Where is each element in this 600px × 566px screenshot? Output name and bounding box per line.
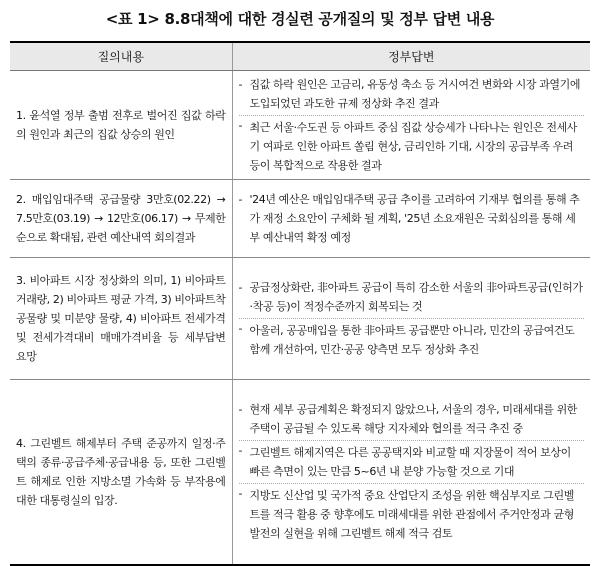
answer-cell	[232, 71, 590, 180]
answer-item: - 집값 하락 원인은 고금리, 유동성 축소 등 거시여건 변화와 시장 과열기에 도입되었던 과도한 규제 정상화 추진 결과	[238, 78, 581, 110]
answer-cell	[232, 380, 590, 565]
question-cell: 1. 윤석열 정부 출범 전후로 벌어진 집값 하락의 원인과 최근의 집값 상승의 원인	[10, 71, 232, 180]
question-cell: 2. 매입임대주택 공급물량 3만호(02.22) → 7.5만호(03.19) → 12만호(06.17) → 무제한 순으로 확대됨, 관련 예산내역 회의결과	[10, 180, 232, 258]
header-answer: 정부답변	[232, 42, 590, 71]
answer-item: - 최근 서울·수도권 등 아파트 중심 집값 상승세가 나타나는 원인은 전세사기 여파로 인한 아파트 쏠림 현상, 금리인하 기대, 시장의 공급부족 우려 등이 복합적으로 작용한 결과	[239, 115, 585, 175]
table-row	[10, 71, 590, 180]
question-cell: 3. 비아파트 시장 정상화의 의미, 1) 비아파트 거래량, 2) 비아파트 평균 가격, 3) 비아파트착공물량 및 미분양 물량, 4) 비아파트 전세가격 및 전세가격대비 매매가격비율 등 세부답변 요망	[10, 258, 232, 380]
table-row	[10, 380, 590, 565]
answer-item: - '24년 예산은 매입임대주택 공급 추이를 고려하여 기재부 협의를 통해 추가 재정 소요안이 구체화 될 계획, '25년 소요재원은 국회심의를 통해 세부 예산내역 확정 예정	[238, 193, 580, 244]
answer-cell	[232, 258, 590, 380]
answer-cell	[232, 180, 590, 258]
table-title: <표 1> 8.8대책에 대한 경실련 공개질의 및 정부 답변 내용	[105, 10, 495, 28]
answer-item: - 지방도 신산업 및 국가적 중요 산업단지 조성을 위한 핵심부지로 그린벨트를 적극 활용 중 향후에도 미래세대를 위한 관점에서 주거안정과 균형발전의 실현을 위해 그린벨트 해제 적극 검토	[239, 483, 585, 543]
table-row	[10, 258, 590, 380]
table-row	[10, 180, 590, 258]
qa-table	[10, 41, 590, 566]
table-header-row	[10, 42, 590, 71]
answer-item: - 현재 세부 공급계획은 확정되지 않았으나, 서울의 경우, 미래세대를 위한 주택이 공급될 수 있도록 해당 지자체와 협의를 적극 추진 중	[238, 403, 578, 436]
header-question: 질의내용	[10, 42, 232, 71]
answer-item: - 그린벨트 해제지역은 다른 공공택지와 비교할 때 지장물이 적어 보상이 빠른 측면이 있는 만큼 5~6년 내 분양 가능할 것으로 기대	[239, 440, 585, 481]
question-cell: 4. 그린벨트 해제부터 주택 준공까지 일정·주택의 종류·공급주체·공급내용 등, 또한 그린벨트 해제로 인한 지방소멸 가속화 등 부작용에 대한 대통령실의 입장.	[10, 380, 232, 565]
answer-item: - 아울러, 공공매입을 통한 非아파트 공급뿐만 아니라, 민간의 공급여건도 함께 개선하여, 민간·공공 양측면 모두 정상화 추진	[239, 318, 585, 359]
answer-item: - 공급정상화란, 非아파트 공급이 특히 감소한 서울의 非아파트공급(인허가·착공 등)이 적정수준까지 회복되는 것	[238, 281, 583, 313]
